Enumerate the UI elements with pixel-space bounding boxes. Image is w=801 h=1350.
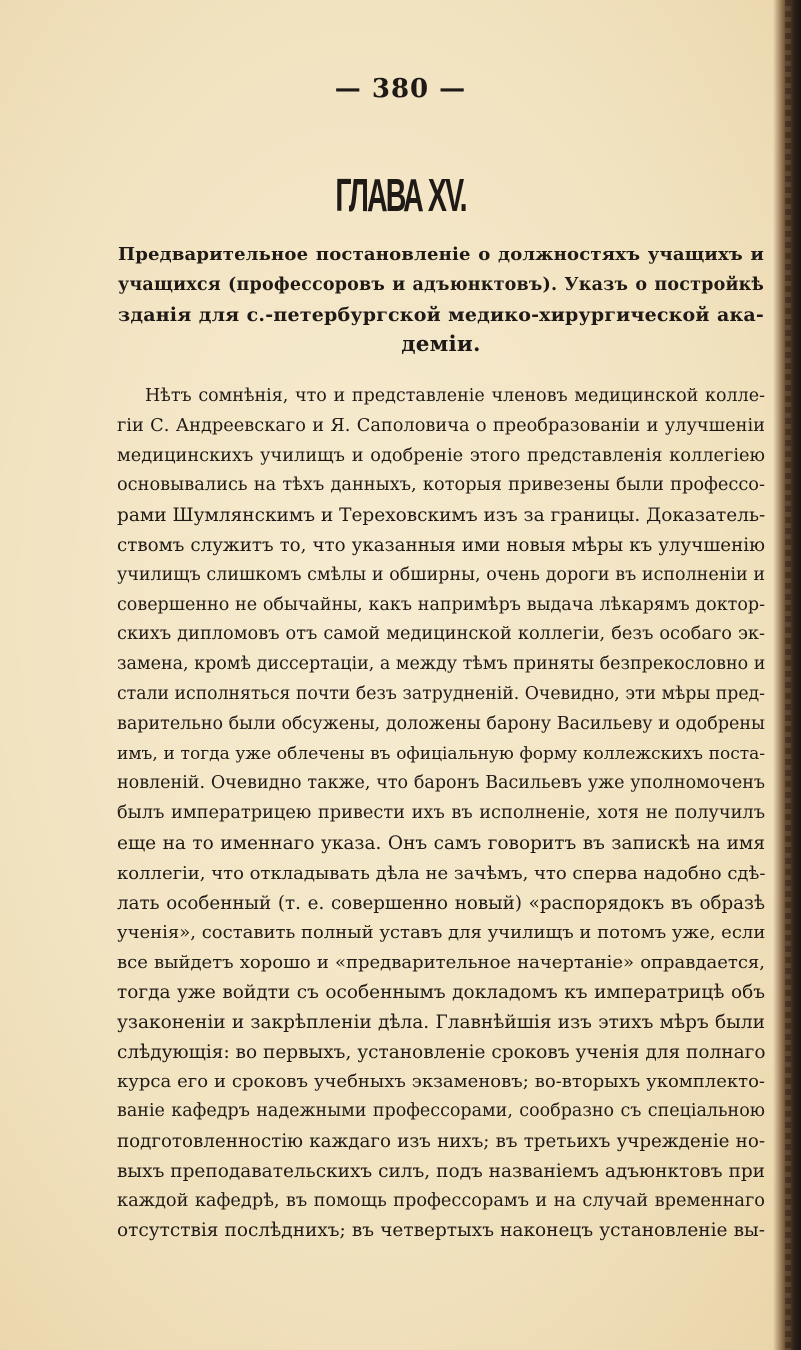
subtitle-line: Предварительное постановленіе о должностяхъ учащихъ и [118,244,764,265]
subtitle-line: деміи. [401,332,481,357]
body-line: училищъ слишкомъ смѣлы и обширны, очень дороги въ исполненіи и [117,564,765,585]
body-line: медицинскихъ училищъ и одобреніе этого представленія коллегіею [117,445,765,466]
subtitle-line: зданія для с.-петербургской медико-хирургической ака- [118,304,764,326]
body-line: лать особенный (т. е. совершенно новый) «распорядокъ въ образѣ [117,892,765,914]
body-line: ваніе кафедръ надежными профессорами, сообразно съ спеціальною [117,1101,765,1122]
body-line: варительно были обсужены, доложены барону Васильеву и одобрены [117,713,765,734]
body-line: подготовленностію каждаго изъ нихъ; въ третьихъ учрежденіе но- [117,1130,765,1152]
body-line: выхъ преподавательскихъ силъ, подъ названіемъ адъюнктовъ при [117,1160,765,1182]
body-line: новленій. Очевидно также, что баронъ Васильевъ уже уполномоченъ [117,773,765,794]
body-line: рами Шумлянскимъ и Тереховскимъ изъ за границы. Доказатель- [117,505,765,527]
page-edge-binding [785,0,791,1350]
body-line: каждой кафедрѣ, въ помощь профессорамъ и на случай временнаго [117,1190,765,1211]
body-line: былъ императрицею привести ихъ въ исполненіе, хотя не получилъ [117,803,765,824]
subtitle-line: учащихся (профессоровъ и адъюнктовъ). Указъ о постройкѣ [118,275,764,295]
body-line: отсутствія послѣднихъ; въ четвертыхъ наконецъ установленіе вы- [117,1220,765,1242]
body-line: основывались на тѣхъ данныхъ, которыя привезены были профессо- [117,475,765,496]
body-line: скихъ дипломовъ отъ самой медицинской коллегіи, безъ особаго эк- [117,624,765,645]
body-line: Нѣтъ сомнѣнія, что и представленіе членовъ медицинской колле- [145,386,765,406]
body-line: замена, кромѣ диссертаціи, а между тѣмъ приняты безпрекословно и [117,654,765,675]
chapter-title: ГЛАВА XV. [335,169,466,221]
chapter-subtitle [118,240,764,360]
body-line: ствомъ служитъ то, что указанныя ими новыя мѣры къ улучшенію [117,534,765,556]
body-line: коллегіи, что откладывать дѣла не зачѣмъ, что сперва надобно сдѣ- [117,862,765,884]
body-line: гіи С. Андреевскаго и Я. Саполовича о преобразованіи и улучшеніи [117,415,765,436]
body-line: все выйдетъ хорошо и «предварительное начертаніе» оправдается, [117,952,765,974]
page-number: — 380 — [334,74,467,104]
body-line: слѣдующія: во первыхъ, установленіе сроковъ ученія для полнаго [117,1041,765,1063]
body-line: ученія», составить полный уставъ для училищъ и потомъ уже, если [117,922,765,944]
body-line: совершенно не обычайны, какъ напримѣръ выдача лѣкарямъ доктор- [117,594,765,615]
body-line: стали исполняться почти безъ затрудненій. Очевидно, эти мѣры пред- [117,683,765,704]
body-line: узаконеніи и закрѣпленіи дѣла. Главнѣйшія изъ этихъ мѣръ были [117,1011,765,1033]
body-text [117,382,765,1246]
body-line: тогда уже войдти съ особеннымъ докладомъ къ императрицѣ объ [117,981,765,1003]
body-line: имъ, и тогда уже облечены въ офиціальную форму коллежскихъ поста- [117,743,765,764]
body-line: курса его и сроковъ учебныхъ экзаменовъ; во-вторыхъ укомплекто- [117,1071,765,1093]
body-line: еще на то именнаго указа. Онъ самъ говоритъ въ запискѣ на имя [117,832,765,854]
